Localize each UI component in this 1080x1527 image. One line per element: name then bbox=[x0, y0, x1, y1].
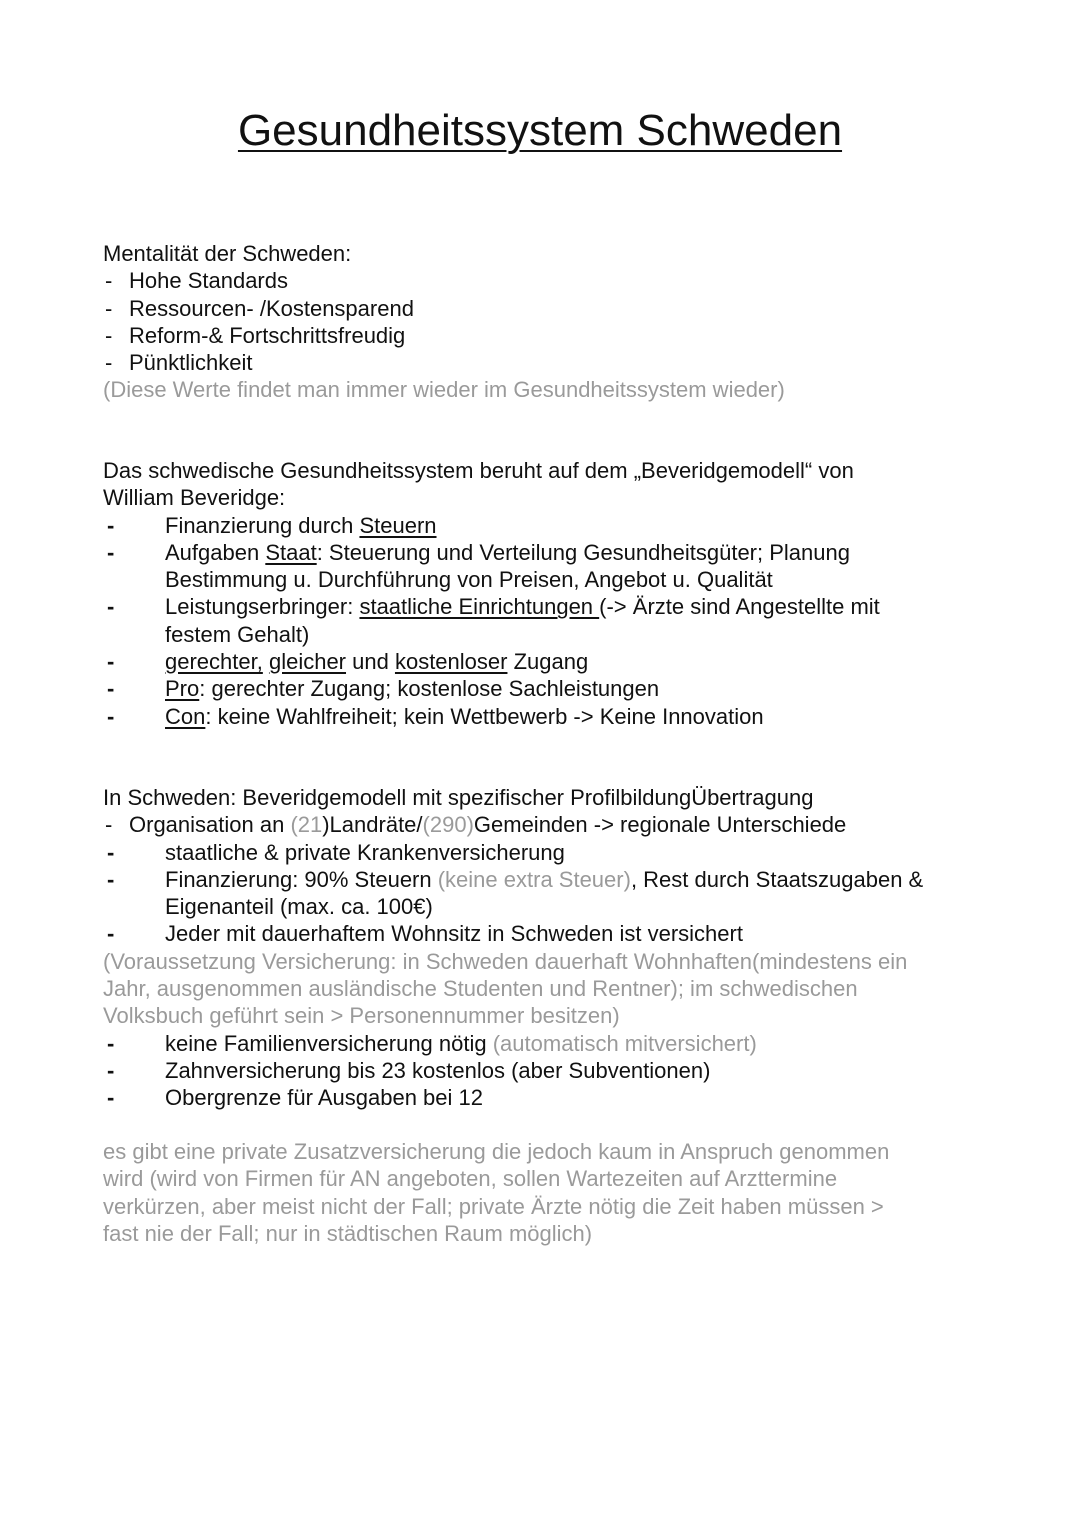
underlined-term: kostenloser bbox=[394, 649, 508, 675]
list-item-text: Organisation an bbox=[129, 812, 291, 838]
list-item bbox=[103, 539, 1003, 594]
mentality-note: (Diese Werte findet man immer wieder im Gesundheitssystem wieder) bbox=[103, 377, 785, 403]
list-item: - Hohe Standards bbox=[103, 267, 1003, 294]
list-item-text: Zahnversicherung bis 23 kostenlos (aber Subventionen) bbox=[165, 1057, 711, 1083]
private-note-line: fast nie der Fall; nur in städtischen Raum möglich) bbox=[103, 1220, 593, 1246]
grey-annotation: (keine extra Steuer) bbox=[437, 866, 631, 892]
list-item bbox=[103, 920, 1003, 947]
list-item bbox=[103, 811, 1003, 838]
list-item-text: Jeder mit dauerhaftem Wohnsitz in Schweden ist versichert bbox=[165, 921, 743, 947]
list-item-text: : keine Wahlfreiheit; kein Wettbewerb -> Keine Innovation bbox=[205, 703, 764, 729]
list-item bbox=[103, 648, 1003, 675]
underlined-term: gleicher bbox=[268, 649, 347, 675]
sweden-heading: In Schweden: Beveridgemodell mit spezifischer ProfilbildungÜbertragung bbox=[103, 785, 814, 810]
list-item bbox=[103, 512, 1003, 539]
dash-marker: - bbox=[107, 839, 115, 865]
list-item-text: keine Familienversicherung nötig bbox=[165, 1030, 493, 1056]
grey-annotation: (21 bbox=[290, 812, 323, 838]
dash-marker: - bbox=[107, 539, 115, 565]
list-item-text: , Rest durch Staatszugaben & bbox=[630, 866, 924, 892]
private-note-line: es gibt eine private Zusatzversicherung die jedoch kaum in Anspruch genommen bbox=[103, 1139, 890, 1164]
private-note-line: verkürzen, aber meist nicht der Fall; private Ärzte nötig die Zeit haben müssen > bbox=[103, 1193, 884, 1219]
list-item: - Reform-& Fortschrittsfreudig bbox=[103, 322, 1003, 349]
list-item-text: staatliche & private Krankenversicherung bbox=[165, 839, 565, 865]
insurance-note-line: Jahr, ausgenommen ausländische Studenten und Rentner); im schwedischen bbox=[103, 976, 858, 1002]
list-item bbox=[103, 839, 1003, 866]
list-item-text: )Landräte/ bbox=[322, 812, 423, 838]
list-item bbox=[103, 1030, 1003, 1057]
list-item-text: Bestimmung u. Durchführung von Preisen, Angebot u. Qualität bbox=[165, 567, 773, 593]
private-note-line: wird (wird von Firmen für AN angeboten, sollen Wartezeiten auf Arzttermine bbox=[103, 1166, 838, 1192]
list-item bbox=[103, 593, 1003, 648]
dash-marker: - bbox=[107, 594, 115, 620]
insurance-note-line: Volksbuch geführt sein > Personennummer besitzen) bbox=[103, 1003, 620, 1029]
dash-marker: - bbox=[107, 649, 115, 675]
dash-marker: - bbox=[107, 866, 115, 892]
list-item-text: Zugang bbox=[507, 649, 589, 675]
list-item-text: Finanzierung durch bbox=[165, 512, 360, 538]
list-item bbox=[103, 866, 1003, 921]
list-item-text: Leistungserbringer: bbox=[165, 594, 360, 620]
beveridge-intro-line: William Beveridge: bbox=[103, 485, 286, 511]
dash-marker: - bbox=[107, 1057, 115, 1083]
grey-annotation: (automatisch mitversichert) bbox=[492, 1030, 757, 1056]
mentality-section bbox=[103, 240, 1003, 404]
list-item-text: und bbox=[346, 649, 395, 675]
list-item: - Pünktlichkeit bbox=[103, 349, 1003, 376]
page-title: Gesundheitssystem Schweden bbox=[237, 106, 843, 155]
list-item-text: Eigenanteil (max. ca. 100€) bbox=[165, 894, 433, 920]
dash-marker: - bbox=[107, 1085, 115, 1111]
underlined-term: Staat bbox=[265, 539, 317, 565]
list-item-text: Obergrenze für Ausgaben bei 12 bbox=[165, 1085, 484, 1111]
mentality-heading: Mentalität der Schweden: bbox=[103, 241, 352, 266]
underlined-term: Steuern bbox=[359, 512, 437, 538]
insurance-note-line: (Voraussetzung Versicherung: in Schweden dauerhaft Wohnhaften(mindestens ein bbox=[103, 948, 908, 974]
sweden-section bbox=[103, 784, 1003, 1112]
private-insurance-note bbox=[103, 1138, 1003, 1247]
underlined-term: Pro bbox=[165, 676, 200, 702]
list-item-text: : Steuerung und Verteilung Gesundheitsgüter; Planung bbox=[316, 539, 850, 565]
list-item bbox=[103, 1057, 1003, 1084]
list-item-text: Gemeinden -> regionale Unterschiede bbox=[473, 812, 847, 838]
dash-marker: - bbox=[107, 676, 115, 702]
list-item bbox=[103, 703, 1003, 730]
underlined-term: gerechter, bbox=[165, 649, 263, 675]
list-item: - Ressourcen- /Kostensparend bbox=[103, 295, 1003, 322]
list-item bbox=[103, 675, 1003, 702]
list-item-text: : gerechter Zugang; kostenlose Sachleistungen bbox=[199, 676, 660, 702]
list-item-text: festem Gehalt) bbox=[165, 621, 310, 647]
dash-marker: - bbox=[107, 703, 115, 729]
underlined-term: staatliche Einrichtungen bbox=[359, 594, 600, 620]
underlined-term: Con bbox=[165, 703, 206, 729]
beveridge-intro-line: Das schwedische Gesundheitssystem beruht auf dem „Beveridgemodell“ von bbox=[103, 458, 854, 483]
dash-marker: - bbox=[107, 921, 115, 947]
list-item-text: Aufgaben bbox=[165, 539, 266, 565]
list-item bbox=[103, 1084, 1003, 1111]
list-item-text: (-> Ärzte sind Angestellte mit bbox=[599, 594, 880, 620]
dash-marker: - bbox=[107, 512, 115, 538]
beveridge-section bbox=[103, 457, 1003, 730]
list-item-text: Finanzierung: 90% Steuern bbox=[165, 866, 438, 892]
grey-annotation: (290) bbox=[422, 812, 474, 838]
dash-marker: - bbox=[107, 1030, 115, 1056]
